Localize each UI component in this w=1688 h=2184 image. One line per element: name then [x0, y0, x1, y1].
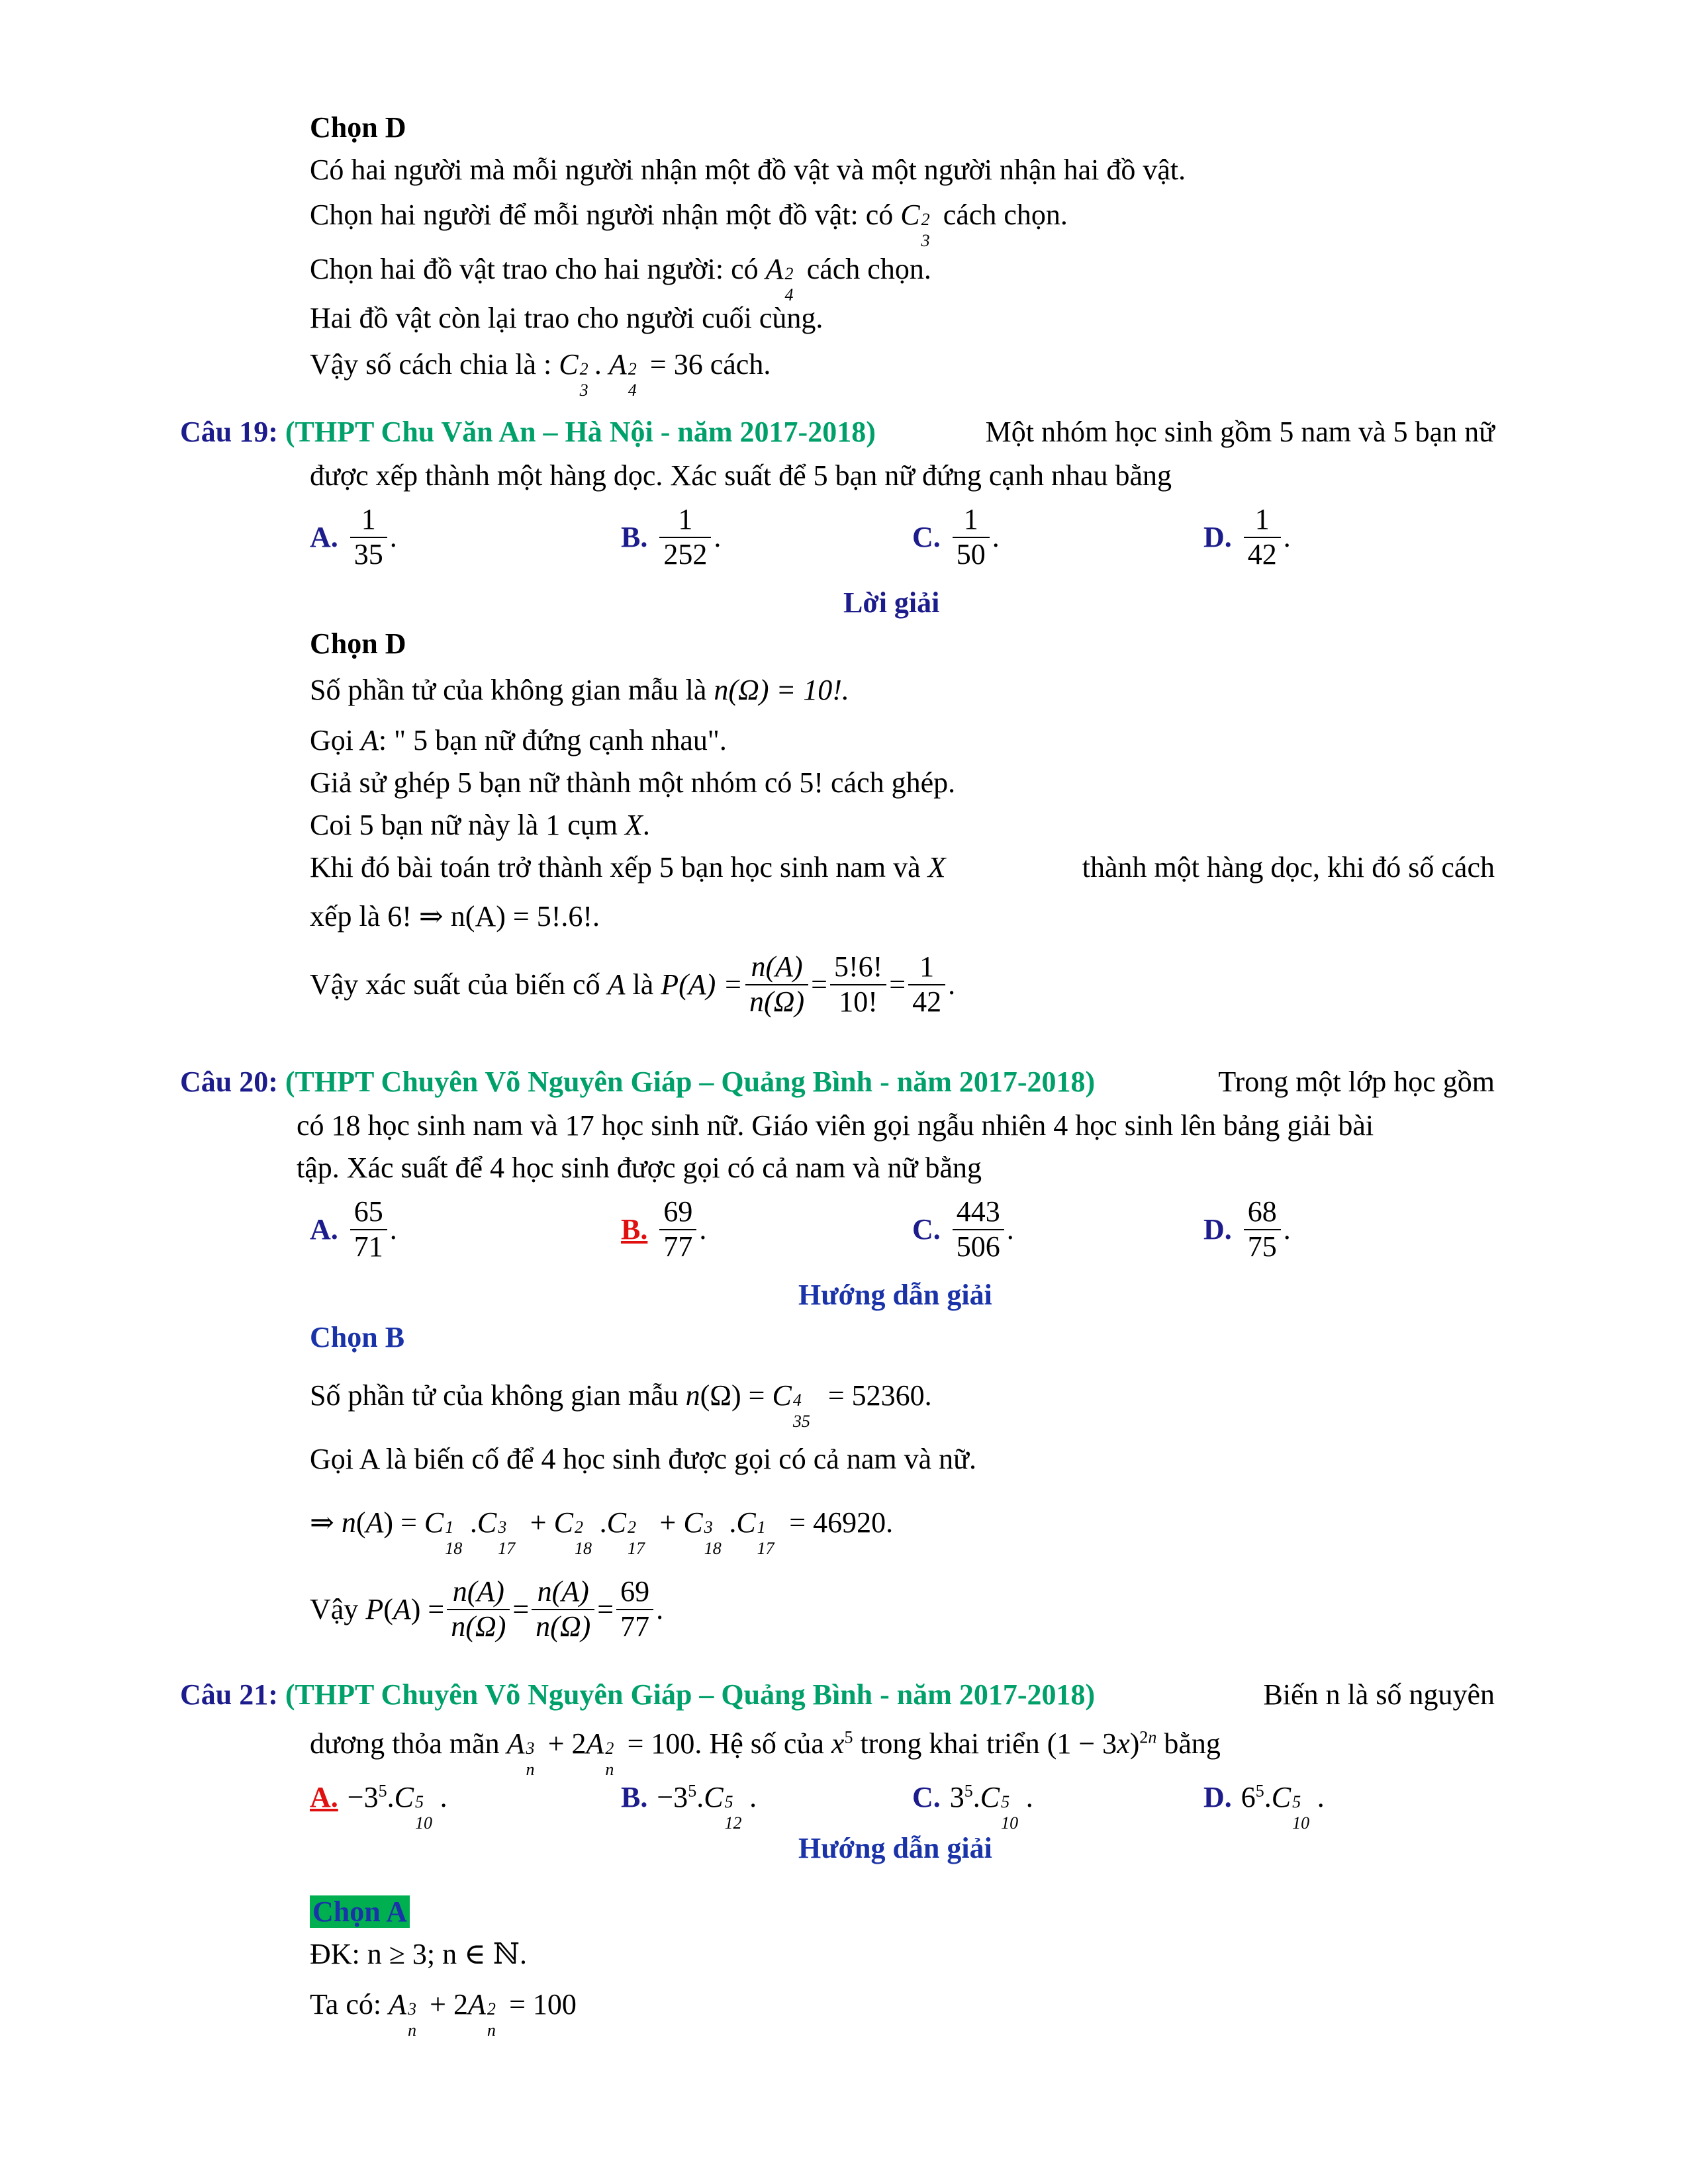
- q19-sol-4: Coi 5 bạn nữ này là 1 cụm X.: [310, 809, 650, 841]
- q20-option-b[interactable]: B. 69 77 .: [621, 1195, 707, 1263]
- q19-chon: Chọn D: [310, 627, 406, 660]
- q19-option-c[interactable]: C. 1 50 .: [912, 503, 1000, 570]
- q19-option-d[interactable]: D. 1 42 .: [1203, 503, 1291, 570]
- q20-option-d[interactable]: D. 68 75 .: [1203, 1195, 1291, 1263]
- q21-option-d[interactable]: D. $6^5.C$ 5 10 .: [1203, 1781, 1325, 1833]
- q21-heading: Hướng dẫn giải: [798, 1832, 992, 1864]
- q21-line-2: dương thỏa mãn A 3 n + 2A 2 n = 100. Hệ số của $x^5$ trong khai triển $(1 - 3x)^{2n}$ bằng: [310, 1727, 1221, 1779]
- q19-option-b[interactable]: B. 1 252 .: [621, 503, 722, 570]
- q20-sol-2: Gọi A là biến cố để 4 học sinh được gọi có cả nam và nữ.: [310, 1443, 976, 1475]
- q19-sol-3: Giả sử ghép 5 bạn nữ thành một nhóm có 5! cách ghép.: [310, 766, 956, 799]
- q20-line-2: có 18 học sinh nam và 17 học sinh nữ. Giáo viên gọi ngẫu nhiên 4 học sinh lên bảng giải bài: [297, 1109, 1374, 1142]
- top-line-3: Chọn hai đồ vật trao cho hai người: có A 2 4 cách chọn.: [310, 253, 931, 304]
- q20-sol-3: ⇒ n(A) = C 1 18 .C 3 17 + C 2 18 .C 2 17 + C 3 18 .C 1 17 = 46920.: [310, 1506, 894, 1558]
- q20-line-3: tập. Xác suất để 4 học sinh được gọi có cả nam và nữ bằng: [297, 1152, 982, 1184]
- q19-option-a[interactable]: A. 1 35 .: [310, 503, 397, 570]
- q20-line-1: Câu 20: (THPT Chuyên Võ Nguyên Giáp – Quảng Bình - năm 2017-2018) Trong một lớp học gồm: [180, 1066, 1495, 1098]
- q20-sol-1: Số phần tử của không gian mẫu n(Ω) = C 4 35 = 52360.: [310, 1379, 932, 1431]
- q20-sol-4: Vậy P ( A ) = n(A) n(Ω) = n(A) n(Ω) = 69 77 .: [310, 1575, 664, 1643]
- q19-sol-5: Khi đó bài toán trở thành xếp 5 bạn học sinh nam và X thành một hàng dọc, khi đó số cách: [310, 851, 1495, 884]
- q20-option-c[interactable]: C. 443 506 .: [912, 1195, 1014, 1263]
- q21-line-1: Câu 21: (THPT Chuyên Võ Nguyên Giáp – Quảng Bình - năm 2017-2018) Biến n là số nguyên: [180, 1678, 1495, 1711]
- top-line-2: Chọn hai người để mỗi người nhận một đồ vật: có C 2 3 cách chọn.: [310, 199, 1068, 250]
- q21-taco: Ta có: A 3 n + 2A 2 n = 100: [310, 1988, 577, 2040]
- q21-option-c[interactable]: C. $3^5.C$ 5 10 .: [912, 1781, 1033, 1833]
- q21-option-b[interactable]: B. $-3^5.C$ 5 12 .: [621, 1781, 757, 1833]
- top-line-4: Hai đồ vật còn lại trao cho người cuối cùng.: [310, 302, 823, 334]
- q19-sol-2: Gọi A: " 5 bạn nữ đứng cạnh nhau".: [310, 724, 727, 756]
- top-line-1: Có hai người mà mỗi người nhận một đồ vật và một người nhận hai đồ vật.: [310, 154, 1186, 186]
- q20-chon: Chọn B: [310, 1321, 405, 1353]
- q19-line-1: Câu 19: (THPT Chu Văn An – Hà Nội - năm 2017-2018) Một nhóm học sinh gồm 5 nam và 5 bạn nữ: [180, 416, 1495, 448]
- q21-chon: Chọn A: [310, 1895, 410, 1929]
- q21-option-a[interactable]: A. $-3^5.C$ 5 10 .: [310, 1781, 447, 1833]
- q19-heading: Lời giải: [843, 586, 940, 619]
- q20-heading: Hướng dẫn giải: [798, 1279, 992, 1311]
- q21-dk: ĐK: n ≥ 3; n ∈ ℕ.: [310, 1938, 527, 1970]
- q19-sol-6: xếp là 6! ⇒ n(A) = 5!.6!.: [310, 900, 600, 933]
- q19-sol-1: Số phần tử của không gian mẫu là n(Ω) = 10!.: [310, 674, 849, 706]
- q20-option-a[interactable]: A. 65 71 .: [310, 1195, 397, 1263]
- chon-d-top: Chọn D: [310, 111, 406, 144]
- top-line-5: Vậy số cách chia là : C 2 3 . A 2 4 = 36 cách.: [310, 348, 771, 400]
- q19-sol-7: Vậy xác suất của biến cố A là P(A) = $\frac{n(A)}{n(\Omega)}$ = 5!6! 10! = 1 42 .: [310, 950, 956, 1018]
- q19-line-2: được xếp thành một hàng dọc. Xác suất để 5 bạn nữ đứng cạnh nhau bằng: [310, 459, 1172, 492]
